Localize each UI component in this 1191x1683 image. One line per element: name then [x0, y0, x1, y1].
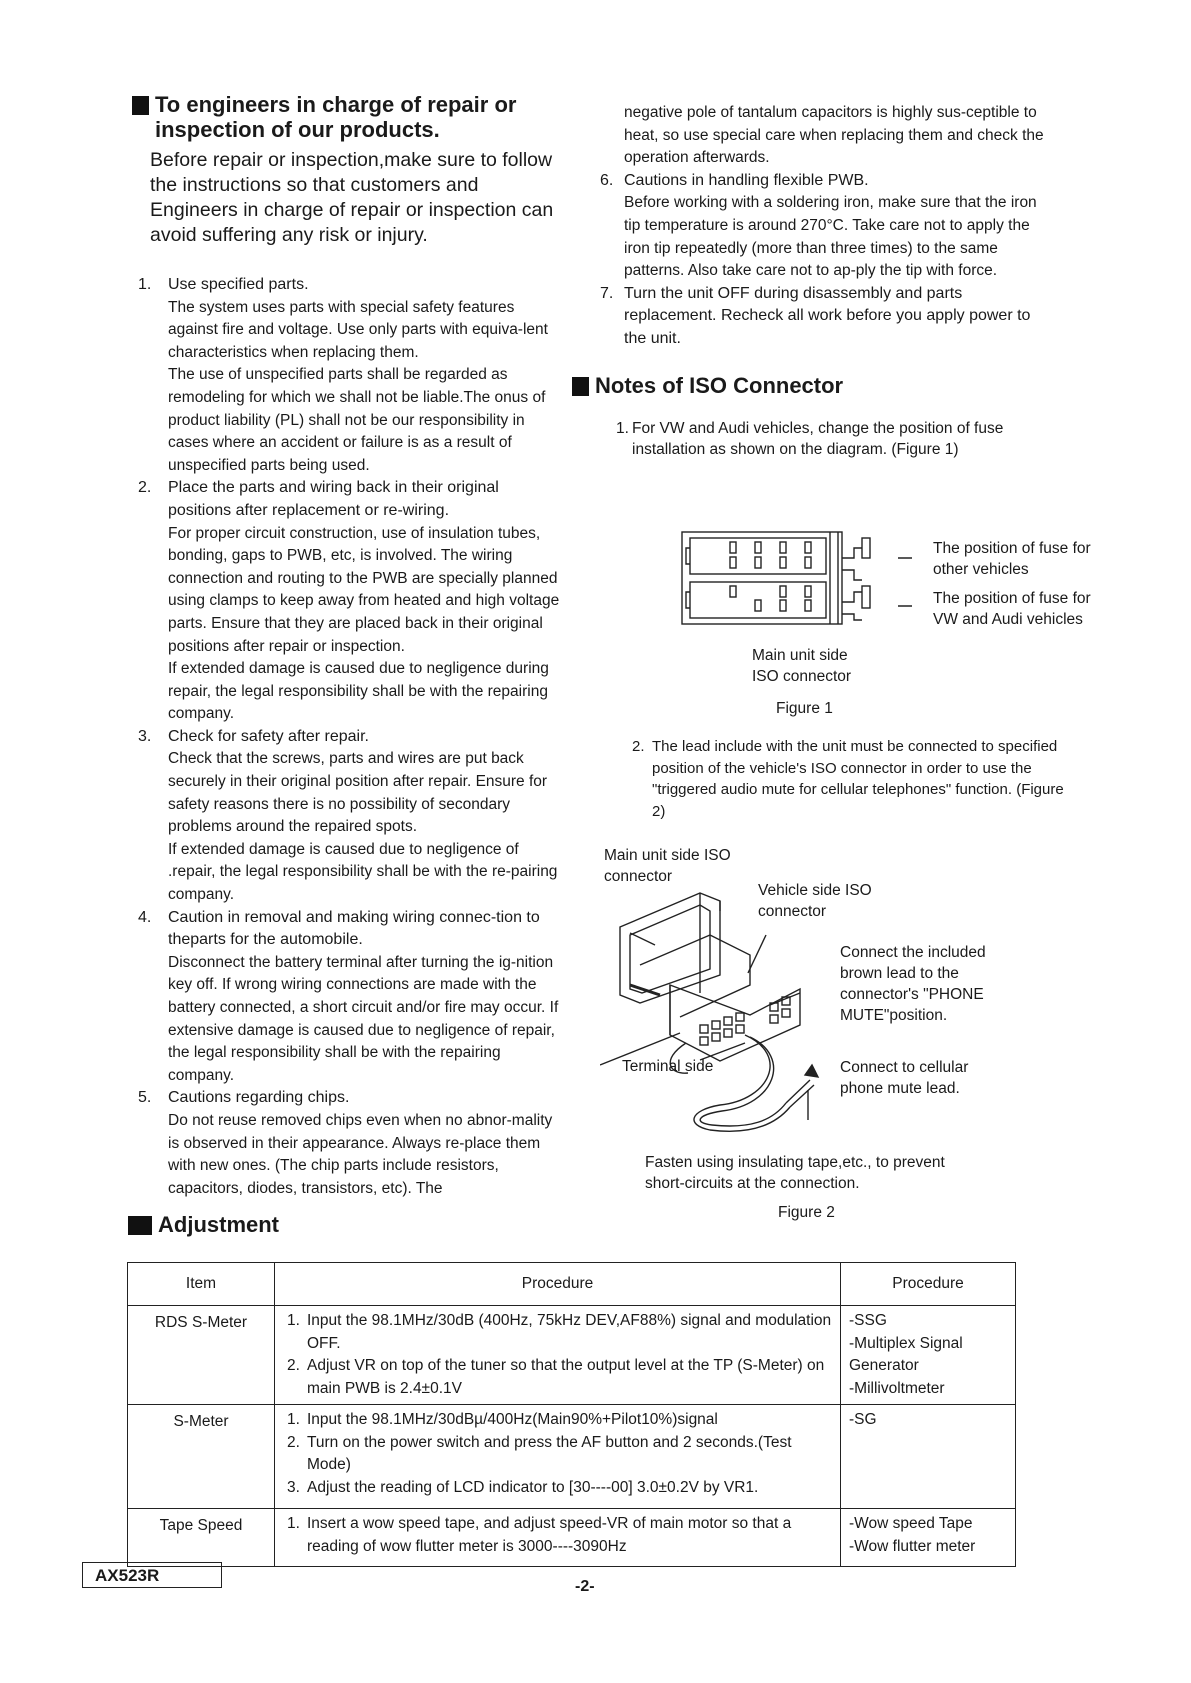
header-procedure: Procedure	[275, 1263, 841, 1306]
item-paragraph: Do not reuse removed chips even when no abnor-mality is observed in their appearance. Always re-place them with new ones. (The chip parts include resistors, capacitors, diodes, transistors, etc). The	[168, 1111, 553, 1197]
left-column	[132, 92, 562, 1200]
model-number-box: AX523R	[82, 1562, 222, 1588]
item-title: Check for safety after repair.	[168, 727, 369, 745]
list-item: 4. Caution in removal and making wiring connec-tion to theparts for the automobile. Disconnect the battery terminal after turning the ig-nition key off. If wrong wiring connections are made with the battery connected, a short circuit and/or fire may occur. If extensive damage is caused due to negligence of repair, the legal responsibility shall be with the repairing company.	[132, 907, 562, 1088]
figure-2-caption: Figure 2	[778, 1204, 835, 1221]
row-procedure	[275, 1405, 841, 1509]
list-item: 7. Turn the unit OFF during disassembly and parts replacement. Recheck all work before you apply power to the unit.	[600, 283, 1050, 351]
list-item: 3. Check for safety after repair. Check that the screws, parts and wires are put back securely in their original position after repair. Ensure for safety reasons there is no possibility of secondary problems around the repaired spots. If extended damage is caused due to negligence of .repair, the legal responsibility shall be with the re-pairing company.	[132, 726, 562, 907]
row-item: S-Meter	[128, 1405, 275, 1509]
safety-list	[132, 274, 562, 1200]
row-procedure	[275, 1306, 841, 1405]
safety-list-continued	[600, 170, 1050, 351]
square-bullet-icon	[572, 377, 589, 396]
terminal-side-label: Terminal side	[622, 1058, 714, 1075]
vehicle-iso-label: Vehicle side ISO connector	[758, 882, 872, 920]
iso-notes-list	[600, 418, 1050, 460]
header-equipment: Procedure	[841, 1263, 1016, 1306]
adjustment-table	[127, 1262, 1016, 1567]
iso-note-1: 1. For VW and Audi vehicles, change the position of fuse installation as shown on the diagram. (Figure 1)	[616, 419, 1004, 458]
connect-brown-lead-label: Connect the included brown lead to the connector's "PHONE MUTE"position.	[840, 944, 986, 1024]
item-paragraph: The use of unspecified parts shall be regarded as remodeling for which we shall not be liable.The onus of product liability (PL) shall not be our responsibility in cases where an accident or failure is as a result of unspecified parts being used.	[168, 366, 546, 474]
connect-cellular-label: Connect to cellular phone mute lead.	[840, 1059, 969, 1097]
fuse-position-vw-label: The position of fuse for VW and Audi vehicles	[933, 590, 1091, 628]
list-item: 1. Use specified parts. The system uses parts with special safety features against fire and voltage. Use only parts with equiva-lent characteristics when replacing them. The use of unspecified parts shall be regarded as remodeling for which we shall not be liable.The onus of product liability (PL) shall not be our responsibility in cases where an accident or failure is as a result of unspecified parts being used.	[132, 274, 562, 477]
item-title: Cautions regarding chips.	[168, 1089, 350, 1107]
iso-heading: Notes of ISO Connector	[572, 373, 1050, 398]
item-paragraph: If extended damage is caused due to negligence during repair, the legal responsibility shall be with the repairing company.	[168, 660, 549, 723]
item-paragraph: For proper circuit construction, use of insulation tubes, bonding, gaps to PWB, etc, is involved. The wiring connection and routing to the PWB are specially planned using clamps to keep away from heated and high voltage parts. Ensure that they are placed back in their original positions after repair or inspection.	[168, 524, 560, 655]
list-item: 6. Cautions in handling flexible PWB. Before working with a soldering iron, make sure that the iron tip temperature is around 270°C. Take care not to apply the iron tip repeatedly (more than three times) to the same patterns. Also take care not to ap-ply the tip with force.	[600, 170, 1050, 283]
main-unit-iso-caption: Main unit side ISO connector	[752, 647, 852, 685]
row-item: Tape Speed	[128, 1509, 275, 1567]
item-title: Use specified parts.	[168, 276, 309, 293]
table-header-row	[128, 1263, 1016, 1306]
procedure-step: 3. Adjust the reading of LCD indicator to [30----00] 3.0±0.2V by VR1.	[287, 1478, 759, 1496]
page-number: -2-	[575, 1578, 595, 1595]
list-item: 2. Place the parts and wiring back in their original positions after replacement or re-wiring. For proper circuit construction, use of insulation tubes, bonding, gaps to PWB, etc, is involved. The wiring connection and routing to the PWB are specially planned using clamps to keep away from heated and high voltage parts. Ensure that they are placed back in their original positions after repair or inspection. If extended damage is caused due to negligence during repair, the legal responsibility shall be with the repairing company.	[132, 477, 562, 726]
iso-connector-diagram	[600, 885, 840, 1145]
procedure-step: 1. Input the 98.1MHz/30dBµ/400Hz(Main90%+Pilot10%)signal	[287, 1411, 718, 1428]
row-procedure	[275, 1509, 841, 1567]
procedure-step: 1. Input the 98.1MHz/30dB (400Hz, 75kHz DEV,AF88%) signal and modulation OFF.	[287, 1312, 832, 1352]
row-item: RDS S-Meter	[128, 1306, 275, 1405]
header-item: Item	[128, 1263, 275, 1306]
iso-note-2: 2. The lead include with the unit must be connected to specified position of the vehicle's ISO connector in order to use the "triggered audio mute for cellular telephones" function. (Figure 2)	[632, 738, 1064, 820]
item-paragraph: Disconnect the battery terminal after turning the ig-nition key off. If wrong wiring connections are made with the battery connected, a short circuit and/or fire may occur. If extensive damage is caused due to negligence of repair, the legal responsibility shall be with the repairing company.	[168, 953, 559, 1084]
square-bullet-icon	[128, 1216, 152, 1235]
right-column	[595, 102, 1050, 460]
table-row	[128, 1509, 1016, 1567]
row-equipment: -SSG -Multiplex Signal Generator -Millivoltmeter	[841, 1306, 1016, 1405]
adjustment-heading: Adjustment	[128, 1212, 279, 1237]
item-paragraph: Check that the screws, parts and wires are put back securely in their original position after repair. Ensure for safety reasons there is no possibility of secondary problems around the repaired spots.	[168, 750, 548, 836]
table-row	[128, 1306, 1016, 1405]
procedure-step: 2. Adjust VR on top of the tuner so that the output level at the TP (S-Meter) on main PWB is 2.4±0.1V	[287, 1357, 825, 1397]
row-equipment: -SG	[841, 1405, 1016, 1509]
item-paragraph: The system uses parts with special safety features against fire and voltage. Use only parts with equiva-lent characteristics when replacing them.	[168, 298, 548, 361]
item-title: Turn the unit OFF during disassembly and parts replacement. Recheck all work before you apply power to the unit.	[624, 284, 1031, 347]
engineers-heading: To engineers in charge of repair or inspection of our products.	[132, 92, 562, 142]
table-row	[128, 1405, 1016, 1509]
row-equipment: -Wow speed Tape -Wow flutter meter	[841, 1509, 1016, 1567]
main-unit-iso-label: Main unit side ISO connector	[604, 847, 731, 885]
item-title: Caution in removal and making wiring connec-tion to theparts for the automobile.	[168, 908, 540, 949]
fuse-box-diagram	[680, 530, 920, 630]
item-paragraph: Before working with a soldering iron, make sure that the iron tip temperature is around 270°C. Take care not to apply the iron tip repeatedly (more than three times) to the same patterns. Also take care not to ap-ply the tip with force.	[624, 194, 1037, 280]
item-title: Place the parts and wiring back in their original positions after replacement or re-wiring.	[168, 479, 499, 519]
square-bullet-icon	[132, 96, 149, 115]
fuse-position-other-label: The position of fuse for other vehicles	[933, 540, 1091, 578]
item-paragraph: If extended damage is caused due to negligence of .repair, the legal responsibility shall be with the re-pairing company.	[168, 840, 558, 904]
item-title: Cautions in handling flexible PWB.	[624, 171, 869, 189]
figure-1-caption: Figure 1	[776, 700, 833, 717]
fasten-note: Fasten using insulating tape,etc., to prevent short-circuits at the connection.	[645, 1154, 945, 1192]
list-item: 5. Cautions regarding chips. Do not reuse removed chips even when no abnor-mality is observed in their appearance. Always re-place them with new ones. (The chip parts include resistors, capacitors, diodes, transistors, etc). The	[132, 1087, 562, 1200]
procedure-step: 1. Insert a wow speed tape, and adjust speed-VR of main motor so that a reading of wow flutter meter is 3000----3090Hz	[287, 1515, 792, 1555]
procedure-step: 2. Turn on the power switch and press the AF button and 2 seconds.(Test Mode)	[287, 1433, 792, 1473]
continuation-paragraph: negative pole of tantalum capacitors is highly sus-ceptible to heat, so use special care when replacing them and check the operation afterwards.	[624, 104, 1044, 167]
intro-paragraph: Before repair or inspection,make sure to follow the instructions so that customers and Engineers in charge of repair or inspection can avoid suffering any risk or injury.	[150, 149, 554, 246]
